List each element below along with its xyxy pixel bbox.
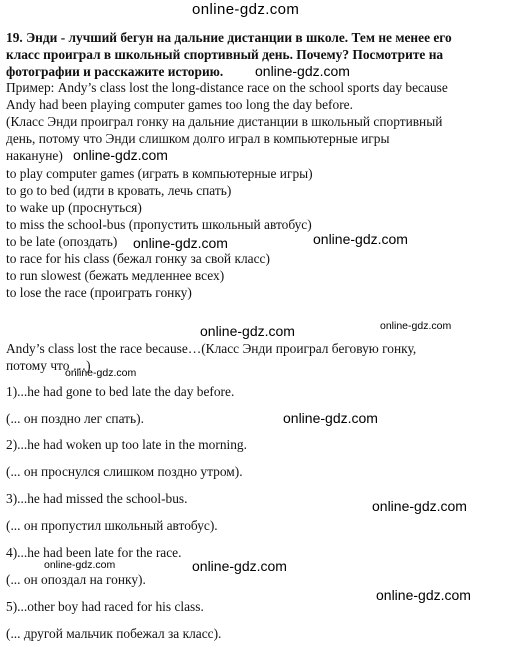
answer-watermark: online-gdz.com (283, 410, 378, 426)
vocab-item: to miss the school-bus (пропустить школьный автобус) (6, 217, 312, 232)
vocab-item: to go to bed (идти в кровать, лечь спать) (6, 183, 232, 198)
answer-watermark: online-gdz.com (192, 558, 287, 574)
vocab-watermark: online-gdz.com (133, 235, 228, 251)
task-title-line-3: фотографии и расскажите историю. (6, 64, 224, 79)
intro-small-watermark: online-gdz.com (65, 367, 137, 379)
mid-watermark: online-gdz.com (200, 323, 295, 339)
example-line-3: (Класс Энди проиграл гонку на дальние дистанции в школьный спортивный (6, 114, 443, 129)
task-watermark: online-gdz.com (255, 63, 350, 79)
example-line-2: Andy had been playing computer games too long the day before. (6, 97, 353, 112)
vocab-item: to be late (опоздать) (6, 234, 118, 249)
task-title-line-2: класс проиграл в школьный спортивный день. Почему? Посмотрите на (6, 47, 444, 62)
answer-en: 5)...other boy had raced for his class. (6, 599, 204, 614)
answer-watermark: online-gdz.com (372, 498, 467, 514)
answer-intro-line-2: потому что …) (6, 358, 91, 373)
vocab-right-watermark: online-gdz.com (313, 231, 408, 247)
header-watermark: online-gdz.com (192, 1, 300, 18)
answer-ru: (... он пропустил школьный автобус). (6, 518, 218, 533)
answer-ru: (... он поздно лег спать). (6, 411, 144, 426)
answer-en: 1)...he had gone to bed late the day before. (6, 384, 235, 399)
answer-ru: (... другой мальчик побежал за класс). (6, 626, 222, 641)
vocab-item: to run slowest (бежать медленнее всех) (6, 268, 225, 283)
vocab-item: to lose the race (проиграть гонку) (6, 285, 192, 300)
task-title-line-1: 19. Энди - лучший бегун на дальние дистанции в школе. Тем не менее его (6, 30, 452, 45)
answer-ru: (... он проснулся слишком поздно утром). (6, 464, 243, 479)
example-watermark: online-gdz.com (73, 147, 168, 163)
vocab-item: to wake up (проснуться) (6, 200, 142, 215)
answer-en: 2)...he had woken up too late in the morning. (6, 437, 247, 452)
example-line-1: Пример: Andy’s class lost the long-distance race on the school sports day because (6, 80, 448, 95)
mid-small-watermark: online-gdz.com (380, 320, 452, 332)
vocab-item: to play computer games (играть в компьютерные игры) (6, 166, 313, 181)
answer-watermark: online-gdz.com (376, 587, 471, 603)
vocab-item: to race for his class (бежал гонку за свой класс) (6, 251, 270, 266)
answer-en: 4)...he had been late for the race. (6, 545, 182, 560)
answer-small-watermark: online-gdz.com (44, 559, 116, 571)
answer-en: 3)...he had missed the school-bus. (6, 491, 188, 506)
answer-intro-line-1: Andy’s class lost the race because…(Класс Энди проиграл беговую гонку, (6, 341, 417, 356)
example-line-5: накануне) (6, 148, 63, 163)
answer-ru: (... он опоздал на гонку). (6, 572, 146, 587)
example-line-4: день, потому что Энди слишком долго играл в компьютерные игры (6, 131, 390, 146)
